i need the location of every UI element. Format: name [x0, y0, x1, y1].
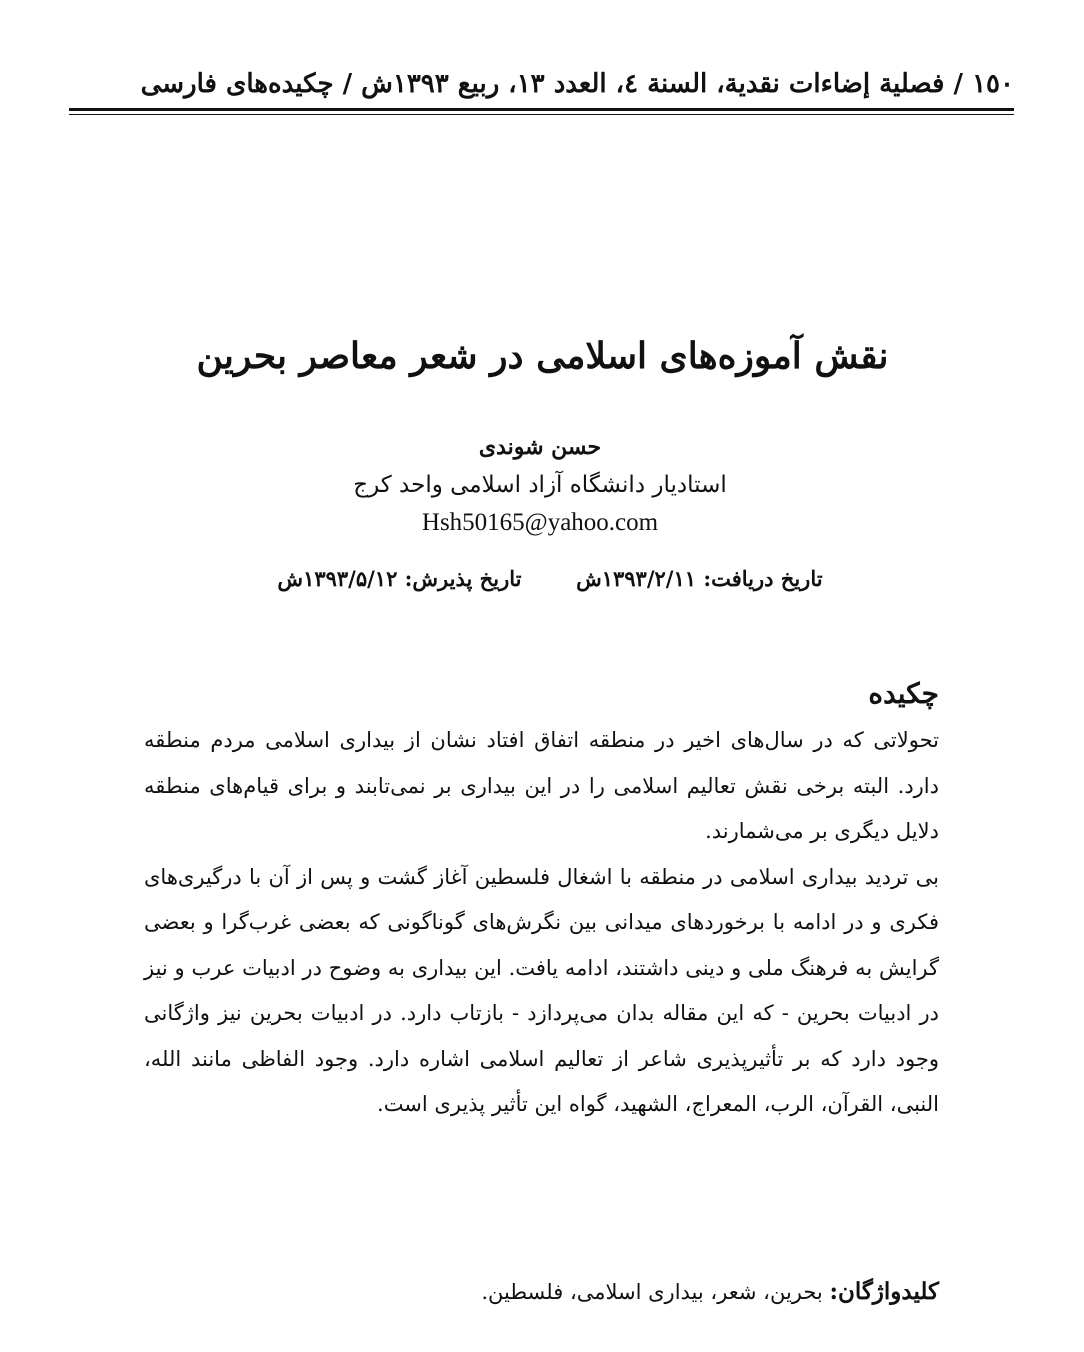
received-date: تاریخ دریافت: ۱۳۹۳/۲/۱۱ش [576, 566, 823, 591]
author-name: حسن شوندی [478, 434, 602, 460]
author-email[interactable]: Hsh50165@yahoo.com [421, 509, 659, 536]
header-rule-thin [69, 114, 1014, 115]
author-block [140, 428, 940, 542]
header-rule [69, 108, 1014, 111]
keywords-value: بحرین، شعر، بیداری اسلامی، فلسطین. [481, 1280, 823, 1304]
keywords [144, 1270, 939, 1314]
running-header: ١٥٠ / فصلية إضاءات نقدية، السنة ٤، العدد ١٣، ربيع ١٣٩٣ش / چکیده‌های فارسی [140, 69, 1014, 99]
abstract-heading: چکیده [868, 677, 939, 710]
author-affiliation: استادیار دانشگاه آزاد اسلامی واحد کرج [353, 472, 727, 498]
abstract-paragraph-2: بی تردید بیداری اسلامی در منطقه با اشغال فلسطین آغاز گشت و پس از آن با درگیری‌های فکری و در ادامه با برخوردهای میدانی بین نگرش‌های گوناگونی که بعضی غرب‌گرا و بعضی گرایش به فرهنگ ملی و دینی داشتند، ادامه یافت. این بیداری به وضوح در ادبیات عرب و نیز در ادبیات بحرین - که این مقاله بدان می‌پردازد - بازتاب دارد. در ادبیات بحرین نیز واژگانی وجود دارد که بر تأثیرپذیری شاعر از تعالیم اسلامی اشاره دارد. وجود الفاظی مانند الله، النبی، القرآن، الرب، المعراج، الشهید، گواه این تأثیر پذیری است. [144, 864, 939, 1116]
article-title: نقش آموزه‌های اسلامی در شعر معاصر بحرین [196, 335, 889, 377]
keywords-label: کلیدواژگان: [829, 1278, 939, 1305]
abstract-paragraph-1: تحولاتی که در سال‌های اخیر در منطقه اتفاق افتاد نشان از بیداری اسلامی مردم منطقه دارد. البته برخی نقش تعالیم اسلامی را در این بیداری بر نمی‌تابند و برای قیام‌های منطقه دلایل دیگری بر می‌شمارند. [144, 728, 939, 843]
accepted-date: تاریخ پذیرش: ۱۳۹۳/۵/۱۲ش [277, 566, 522, 591]
article-dates [160, 560, 940, 598]
abstract-body [144, 718, 939, 1128]
